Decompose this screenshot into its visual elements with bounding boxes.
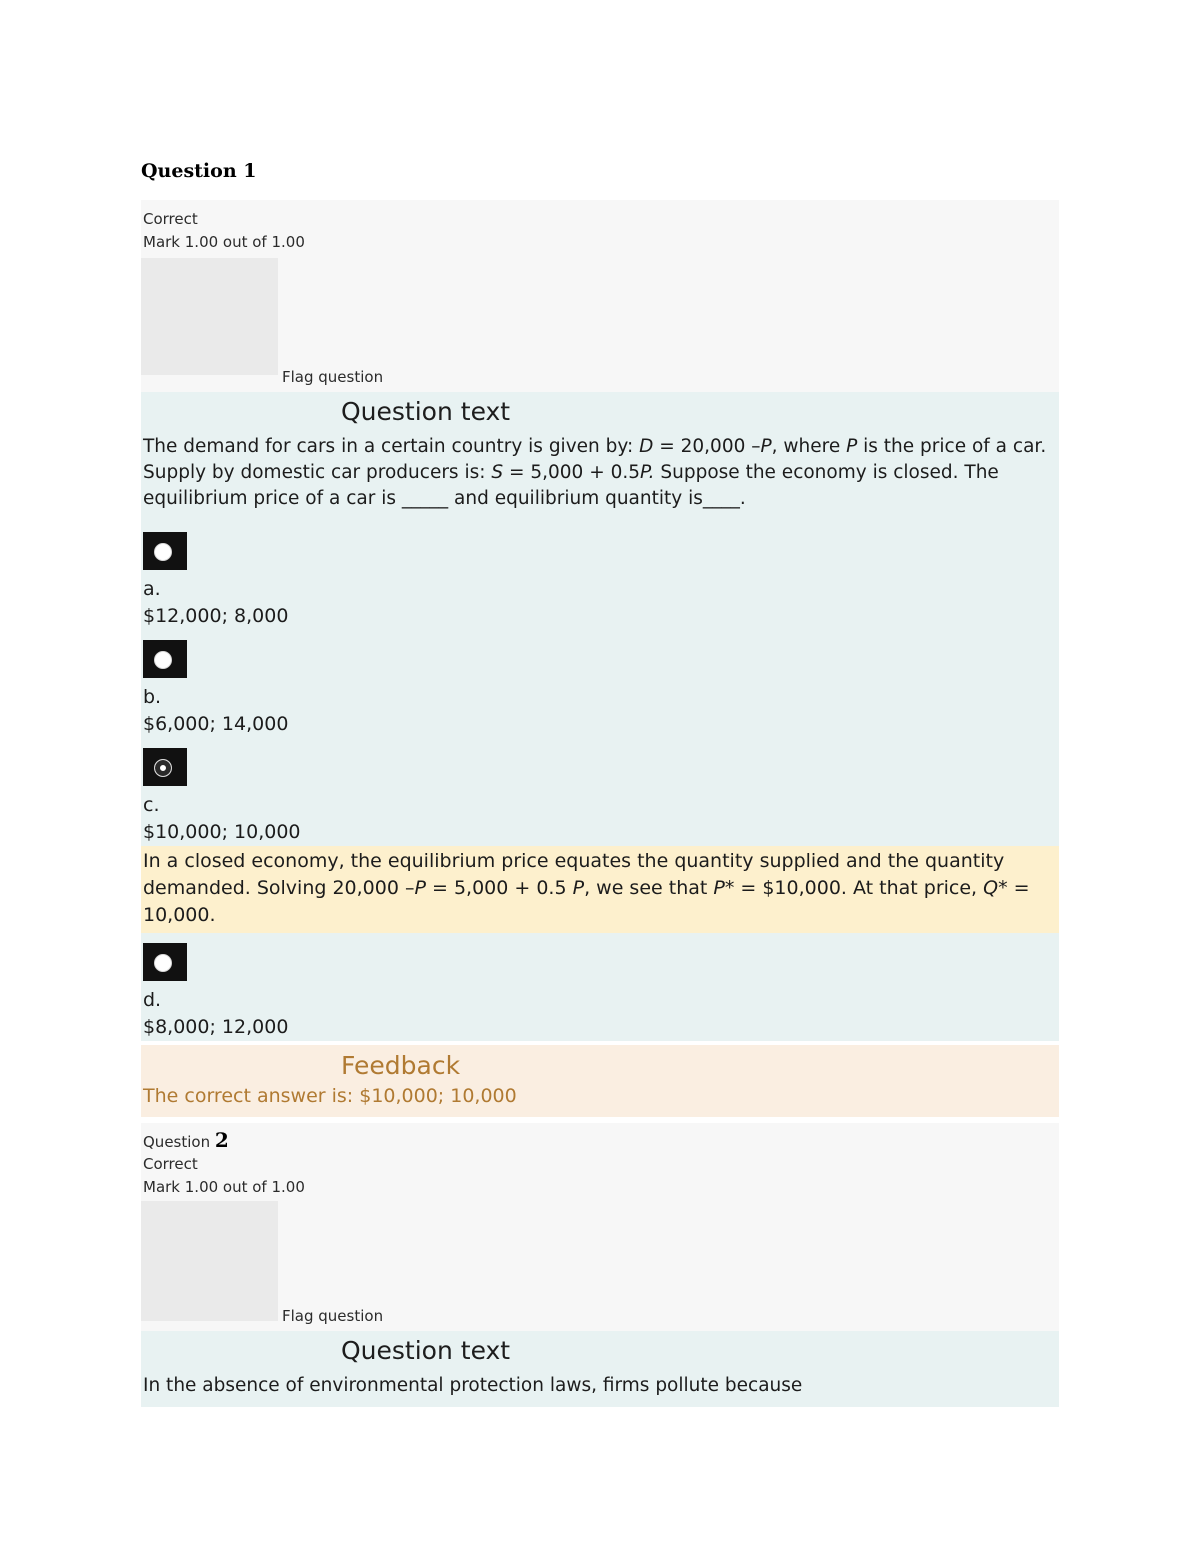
question-2-mark: Mark 1.00 out of 1.00 [143, 1178, 305, 1196]
option-c-text: $10,000; 10,000 [143, 821, 301, 843]
question-2-title-number: 2 [214, 1128, 229, 1152]
question-2-text-body: In the absence of environmental protection laws, firms pollute because [143, 1375, 803, 1396]
question-2-title [141, 1129, 1059, 1153]
radio-button-d-icon[interactable] [143, 943, 187, 981]
option-d[interactable] [141, 933, 1059, 1041]
feedback-text: The correct answer is: $10,000; 10,000 [143, 1085, 517, 1107]
question-1-title: Question 1 [141, 160, 257, 182]
question-1-status: Correct [143, 210, 198, 228]
option-a[interactable] [141, 522, 1059, 630]
question-1-text-body: The demand for cars in a certain country is given by: D = 20,000 –P, where P is the price of a car. Supply by domestic car producers is: S = 5,000 + 0.5P. Suppose the economy is closed. The equilibrium price of a car is _____ and equilibrium quantity is____. [143, 436, 1047, 509]
question-1-explanation: In a closed economy, the equilibrium price equates the quantity supplied and the quantity demanded. Solving 20,000 –P = 5,000 + 0.5 P, we see that P* = $10,000. At that price, Q* = 10,000. [141, 846, 1059, 933]
option-a-text: $12,000; 8,000 [143, 605, 289, 627]
question-2-text-panel [141, 1331, 1059, 1407]
option-b-text: $6,000; 14,000 [143, 713, 289, 735]
question-1-mark: Mark 1.00 out of 1.00 [143, 233, 305, 251]
radio-button-b-icon[interactable] [143, 640, 187, 678]
quiz-content [141, 160, 1059, 1407]
radio-button-c-icon[interactable] [143, 748, 187, 786]
question-1-text-heading: Question text [341, 397, 511, 426]
option-d-text: $8,000; 12,000 [143, 1016, 289, 1038]
option-d-letter: d. [143, 989, 162, 1011]
radio-button-a-icon[interactable] [143, 532, 187, 570]
question-2-flag-question[interactable]: Flag question [282, 1307, 384, 1325]
feedback-heading: Feedback [341, 1051, 461, 1080]
question-2-text-heading: Question text [341, 1336, 511, 1365]
option-a-letter: a. [143, 578, 161, 600]
question-2-status: Correct [143, 1155, 198, 1173]
option-c[interactable] [141, 738, 1059, 846]
option-b[interactable] [141, 630, 1059, 738]
option-b-letter: b. [143, 686, 162, 708]
question-1-placeholder-image [141, 258, 278, 375]
option-c-letter: c. [143, 794, 160, 816]
question-1-text-panel [141, 392, 1059, 522]
question-1-info-block [141, 200, 1059, 392]
question-1-options-continued [141, 933, 1059, 1041]
question-2-placeholder-image [141, 1201, 278, 1321]
question-2-title-label: Question [143, 1133, 211, 1151]
question-1-options [141, 522, 1059, 846]
question-2-info-block [141, 1123, 1059, 1331]
question-1-flag-question[interactable]: Flag question [282, 368, 384, 386]
question-1-feedback-panel [141, 1045, 1059, 1117]
